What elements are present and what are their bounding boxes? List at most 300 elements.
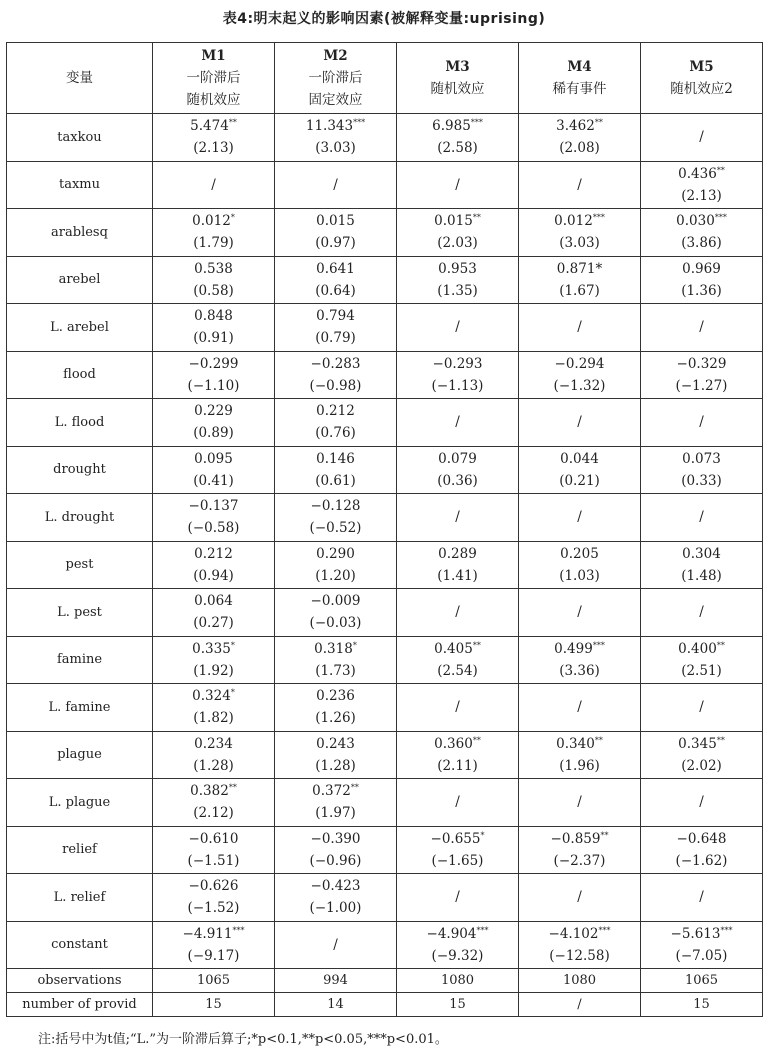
estimate-cell xyxy=(153,921,275,969)
coefficient-value: 0.335 xyxy=(192,640,231,657)
t-value: (−1.13) xyxy=(431,377,484,394)
coefficient xyxy=(641,886,762,908)
coefficient xyxy=(275,543,396,565)
t-value: (−1.62) xyxy=(675,852,728,869)
significance-stars: *** xyxy=(353,118,366,128)
significance-stars: * xyxy=(230,213,235,223)
variable-name: L. relief xyxy=(7,874,153,922)
estimate-cell xyxy=(153,256,275,304)
coefficient xyxy=(397,506,518,528)
coefficient-value: / xyxy=(455,509,460,526)
variable-name: pest xyxy=(7,541,153,589)
estimate-cell xyxy=(519,256,641,304)
t-value: (2.13) xyxy=(681,187,722,204)
estimate-cell xyxy=(275,779,397,827)
variable-name: drought xyxy=(7,446,153,494)
coefficient-value: 0.400 xyxy=(678,640,717,657)
summary-value: 15 xyxy=(641,993,763,1017)
coefficient xyxy=(275,353,396,375)
coefficient-value: 0.289 xyxy=(438,545,477,562)
estimate-cell xyxy=(397,256,519,304)
coefficient xyxy=(397,448,518,470)
coefficient xyxy=(397,601,518,623)
estimate-cell xyxy=(397,161,519,209)
coefficient-value: −0.610 xyxy=(188,830,239,847)
t-value: (1.48) xyxy=(681,567,722,584)
coefficient-value: 0.064 xyxy=(194,593,233,610)
coefficient xyxy=(519,210,640,232)
coefficient xyxy=(519,115,640,137)
coefficient xyxy=(397,115,518,137)
significance-stars: ** xyxy=(716,165,725,175)
table-row xyxy=(7,684,763,732)
coefficient-value: 0.236 xyxy=(316,688,355,705)
coefficient xyxy=(519,923,640,945)
variable-name: plague xyxy=(7,731,153,779)
coefficient xyxy=(275,934,396,956)
estimate-cell xyxy=(519,684,641,732)
coefficient xyxy=(519,791,640,813)
coefficient xyxy=(519,174,640,196)
t-value: (0.41) xyxy=(193,472,234,489)
coefficient xyxy=(153,174,274,196)
coefficient-value: / xyxy=(455,319,460,336)
coefficient-value: 3.462 xyxy=(556,118,595,135)
summary-value: 15 xyxy=(153,993,275,1017)
estimate-cell xyxy=(519,921,641,969)
estimate-cell xyxy=(641,256,763,304)
estimate-cell xyxy=(397,399,519,447)
estimate-cell xyxy=(641,494,763,542)
estimate-cell xyxy=(641,921,763,969)
variable-name: taxmu xyxy=(7,161,153,209)
t-value: (−12.58) xyxy=(549,947,610,964)
model-desc: 一阶滞后 xyxy=(308,70,363,86)
coefficient-value: / xyxy=(577,509,582,526)
coefficient xyxy=(519,258,640,280)
coefficient xyxy=(397,411,518,433)
coefficient xyxy=(397,258,518,280)
t-value: (2.02) xyxy=(681,757,722,774)
var-header: 变量 xyxy=(7,43,153,114)
coefficient-value: / xyxy=(577,889,582,906)
t-value: (1.92) xyxy=(193,662,234,679)
significance-stars: *** xyxy=(720,925,733,935)
t-value: (0.61) xyxy=(315,472,356,489)
model-name: M2 xyxy=(323,48,348,64)
estimate-cell xyxy=(641,589,763,637)
significance-stars: ** xyxy=(472,213,481,223)
model-header xyxy=(519,43,641,114)
estimate-cell xyxy=(519,826,641,874)
header-row xyxy=(7,43,763,114)
coefficient xyxy=(275,305,396,327)
coefficient xyxy=(153,638,274,660)
coefficient xyxy=(153,353,274,375)
model-header xyxy=(641,43,763,114)
coefficient xyxy=(153,923,274,945)
estimate-cell xyxy=(153,494,275,542)
coefficient xyxy=(153,400,274,422)
coefficient-value: −0.655 xyxy=(430,830,481,847)
estimate-cell xyxy=(397,114,519,162)
coefficient-value: / xyxy=(333,176,338,193)
coefficient-value: 0.382 xyxy=(190,783,229,800)
coefficient-value: / xyxy=(455,414,460,431)
t-value: (−1.27) xyxy=(675,377,728,394)
significance-stars: *** xyxy=(592,213,605,223)
coefficient-value: 5.474 xyxy=(190,118,229,135)
summary-value: 1065 xyxy=(641,969,763,993)
estimate-cell xyxy=(519,779,641,827)
coefficient-value: 0.079 xyxy=(438,450,477,467)
t-value: (3.03) xyxy=(315,140,356,157)
t-value: (1.79) xyxy=(193,235,234,252)
coefficient-value: 0.360 xyxy=(434,735,473,752)
t-value: (0.27) xyxy=(193,615,234,632)
estimate-cell xyxy=(397,731,519,779)
estimate-cell xyxy=(153,351,275,399)
coefficient xyxy=(153,448,274,470)
coefficient xyxy=(519,828,640,850)
coefficient xyxy=(275,210,396,232)
coefficient xyxy=(153,258,274,280)
t-value: (−1.52) xyxy=(187,900,240,917)
t-value: (1.82) xyxy=(193,710,234,727)
t-value: (0.64) xyxy=(315,282,356,299)
coefficient xyxy=(519,886,640,908)
coefficient xyxy=(397,791,518,813)
estimate-cell xyxy=(641,731,763,779)
coefficient xyxy=(641,353,762,375)
coefficient-value: / xyxy=(699,699,704,716)
table-row xyxy=(7,351,763,399)
model-desc: 固定效应 xyxy=(308,92,363,108)
coefficient-value: 11.343 xyxy=(305,118,354,135)
significance-stars: *** xyxy=(476,925,489,935)
t-value: (−1.10) xyxy=(187,377,240,394)
table-row xyxy=(7,114,763,162)
estimate-cell xyxy=(641,446,763,494)
t-value: (2.13) xyxy=(193,140,234,157)
model-header xyxy=(397,43,519,114)
estimate-cell xyxy=(641,779,763,827)
estimate-cell xyxy=(397,541,519,589)
estimate-cell xyxy=(397,684,519,732)
coefficient-value: / xyxy=(333,936,338,953)
coefficient-value: 0.340 xyxy=(556,735,595,752)
coefficient-value: −0.859 xyxy=(550,830,601,847)
estimate-cell xyxy=(519,161,641,209)
coefficient-value: 0.641 xyxy=(316,260,355,277)
significance-stars: ** xyxy=(350,783,359,793)
coefficient xyxy=(153,733,274,755)
estimate-cell xyxy=(153,541,275,589)
summary-row xyxy=(7,969,763,993)
significance-stars: * xyxy=(352,640,357,650)
coefficient xyxy=(397,886,518,908)
estimate-cell xyxy=(275,209,397,257)
significance-stars: *** xyxy=(598,925,611,935)
coefficient xyxy=(275,115,396,137)
coefficient-value: 0.015 xyxy=(316,213,355,230)
estimate-cell xyxy=(153,114,275,162)
estimate-cell xyxy=(275,304,397,352)
estimate-cell xyxy=(153,636,275,684)
coefficient-value: −0.390 xyxy=(310,830,361,847)
estimate-cell xyxy=(641,874,763,922)
significance-stars: *** xyxy=(470,118,483,128)
coefficient-value: −4.102 xyxy=(548,925,599,942)
coefficient xyxy=(153,305,274,327)
coefficient-value: 0.212 xyxy=(316,403,355,420)
coefficient xyxy=(275,828,396,850)
estimate-cell xyxy=(153,589,275,637)
estimate-cell xyxy=(519,541,641,589)
estimate-cell xyxy=(397,921,519,969)
summary-label: number of provid xyxy=(7,993,153,1017)
estimate-cell xyxy=(397,304,519,352)
coefficient-value: −0.293 xyxy=(432,355,483,372)
coefficient xyxy=(275,400,396,422)
estimate-cell xyxy=(275,636,397,684)
t-value: (0.91) xyxy=(193,330,234,347)
table-row xyxy=(7,399,763,447)
coefficient xyxy=(519,411,640,433)
estimate-cell xyxy=(275,921,397,969)
coefficient-value: 0.044 xyxy=(560,450,599,467)
coefficient-value: / xyxy=(577,319,582,336)
variable-name: L. flood xyxy=(7,399,153,447)
table-row xyxy=(7,826,763,874)
table-row xyxy=(7,161,763,209)
estimate-cell xyxy=(153,304,275,352)
variable-name: flood xyxy=(7,351,153,399)
estimate-cell xyxy=(397,826,519,874)
model-desc: 随机效应2 xyxy=(670,81,733,97)
regression-table xyxy=(6,42,763,1017)
coefficient xyxy=(641,543,762,565)
coefficient-value: 0.073 xyxy=(682,450,721,467)
coefficient xyxy=(641,733,762,755)
significance-stars: * xyxy=(230,688,235,698)
table-note: 注:括号中为t值;“L.”为一阶滞后算子;*p<0.1,**p<0.05,***p<0.01。 xyxy=(38,1032,448,1047)
estimate-cell xyxy=(519,494,641,542)
t-value: (1.67) xyxy=(559,282,600,299)
estimate-cell xyxy=(641,541,763,589)
coefficient xyxy=(397,638,518,660)
coefficient-value: 0.290 xyxy=(316,545,355,562)
coefficient-value: / xyxy=(699,319,704,336)
model-header xyxy=(275,43,397,114)
coefficient-value: −0.423 xyxy=(310,878,361,895)
significance-stars: ** xyxy=(228,783,237,793)
model-name: M5 xyxy=(689,59,714,75)
coefficient-value: 0.304 xyxy=(682,545,721,562)
t-value: (1.28) xyxy=(315,757,356,774)
coefficient xyxy=(519,601,640,623)
coefficient-value: 0.436 xyxy=(678,165,717,182)
coefficient-value: −5.613 xyxy=(670,925,721,942)
estimate-cell xyxy=(397,874,519,922)
estimate-cell xyxy=(641,351,763,399)
summary-value: 1065 xyxy=(153,969,275,993)
coefficient-value: / xyxy=(211,176,216,193)
coefficient-value: −0.329 xyxy=(676,355,727,372)
coefficient-value: 0.095 xyxy=(194,450,233,467)
estimate-cell xyxy=(641,209,763,257)
coefficient xyxy=(641,638,762,660)
t-value: (−0.96) xyxy=(309,852,362,869)
coefficient-value: 0.234 xyxy=(194,735,233,752)
t-value: (−7.05) xyxy=(675,947,728,964)
variable-name: L. plague xyxy=(7,779,153,827)
coefficient-value: / xyxy=(577,414,582,431)
estimate-cell xyxy=(153,731,275,779)
model-header xyxy=(153,43,275,114)
coefficient-value: / xyxy=(699,414,704,431)
coefficient xyxy=(275,733,396,755)
estimate-cell xyxy=(641,826,763,874)
coefficient-value: 0.499 xyxy=(554,640,593,657)
table-row xyxy=(7,446,763,494)
estimate-cell xyxy=(275,399,397,447)
t-value: (−0.58) xyxy=(187,520,240,537)
coefficient xyxy=(519,543,640,565)
significance-stars: ** xyxy=(594,118,603,128)
coefficient-value: 0.229 xyxy=(194,403,233,420)
estimate-cell xyxy=(397,494,519,542)
coefficient-value: / xyxy=(577,176,582,193)
estimate-cell xyxy=(275,494,397,542)
estimate-cell xyxy=(397,351,519,399)
t-value: (0.36) xyxy=(437,472,478,489)
coefficient xyxy=(641,696,762,718)
t-value: (−2.37) xyxy=(553,852,606,869)
coefficient xyxy=(519,353,640,375)
t-value: (0.89) xyxy=(193,425,234,442)
t-value: (1.26) xyxy=(315,710,356,727)
coefficient-value: 0.030 xyxy=(676,213,715,230)
coefficient xyxy=(519,506,640,528)
estimate-cell xyxy=(153,684,275,732)
t-value: (3.86) xyxy=(681,235,722,252)
coefficient xyxy=(641,791,762,813)
coefficient xyxy=(153,780,274,802)
coefficient xyxy=(153,590,274,612)
estimate-cell xyxy=(397,209,519,257)
coefficient xyxy=(641,163,762,185)
coefficient xyxy=(519,733,640,755)
coefficient xyxy=(153,828,274,850)
t-value: (2.11) xyxy=(437,757,478,774)
model-name: M4 xyxy=(567,59,592,75)
table-row xyxy=(7,256,763,304)
coefficient xyxy=(641,506,762,528)
coefficient xyxy=(641,448,762,470)
coefficient xyxy=(519,638,640,660)
coefficient xyxy=(275,258,396,280)
coefficient xyxy=(397,733,518,755)
coefficient-value: 0.345 xyxy=(678,735,717,752)
coefficient-value: / xyxy=(699,604,704,621)
estimate-cell xyxy=(641,399,763,447)
t-value: (1.03) xyxy=(559,567,600,584)
t-value: (−1.00) xyxy=(309,900,362,917)
coefficient xyxy=(153,115,274,137)
variable-name: L. famine xyxy=(7,684,153,732)
estimate-cell xyxy=(519,874,641,922)
t-value: (2.03) xyxy=(437,235,478,252)
variable-name: L. arebel xyxy=(7,304,153,352)
coefficient-value: 0.324 xyxy=(192,688,231,705)
coefficient-value: / xyxy=(577,699,582,716)
t-value: (2.08) xyxy=(559,140,600,157)
estimate-cell xyxy=(153,874,275,922)
coefficient xyxy=(153,685,274,707)
coefficient xyxy=(641,923,762,945)
coefficient-value: 0.538 xyxy=(194,260,233,277)
coefficient xyxy=(641,258,762,280)
coefficient-value: −0.137 xyxy=(188,498,239,515)
table-row xyxy=(7,636,763,684)
coefficient-value: 0.848 xyxy=(194,308,233,325)
coefficient-value: / xyxy=(455,699,460,716)
coefficient xyxy=(275,875,396,897)
coefficient-value: −0.626 xyxy=(188,878,239,895)
estimate-cell xyxy=(641,161,763,209)
coefficient xyxy=(397,923,518,945)
variable-name: arebel xyxy=(7,256,153,304)
model-name: M1 xyxy=(201,48,226,64)
summary-value: 15 xyxy=(397,993,519,1017)
table-row xyxy=(7,304,763,352)
significance-stars: * xyxy=(230,640,235,650)
estimate-cell xyxy=(275,589,397,637)
coefficient xyxy=(641,210,762,232)
coefficient xyxy=(397,543,518,565)
significance-stars: *** xyxy=(232,925,245,935)
coefficient xyxy=(275,685,396,707)
table-row xyxy=(7,209,763,257)
coefficient xyxy=(397,174,518,196)
t-value: (1.36) xyxy=(681,282,722,299)
coefficient-value: / xyxy=(577,794,582,811)
coefficient-value: 0.318 xyxy=(314,640,353,657)
coefficient-value: −0.294 xyxy=(554,355,605,372)
coefficient-value: / xyxy=(455,604,460,621)
estimate-cell xyxy=(275,541,397,589)
coefficient-value: 0.953 xyxy=(438,260,477,277)
t-value: (1.35) xyxy=(437,282,478,299)
coefficient-value: / xyxy=(699,889,704,906)
coefficient-value: / xyxy=(699,794,704,811)
estimate-cell xyxy=(275,684,397,732)
t-value: (−0.98) xyxy=(309,377,362,394)
significance-stars: ** xyxy=(600,830,609,840)
t-value: (−0.03) xyxy=(309,615,362,632)
table-row xyxy=(7,494,763,542)
estimate-cell xyxy=(153,779,275,827)
significance-stars: ** xyxy=(594,735,603,745)
coefficient-value: / xyxy=(455,176,460,193)
variable-name: L. drought xyxy=(7,494,153,542)
coefficient xyxy=(397,828,518,850)
table-row xyxy=(7,731,763,779)
summary-value: 994 xyxy=(275,969,397,993)
table-row xyxy=(7,874,763,922)
t-value: (−1.32) xyxy=(553,377,606,394)
